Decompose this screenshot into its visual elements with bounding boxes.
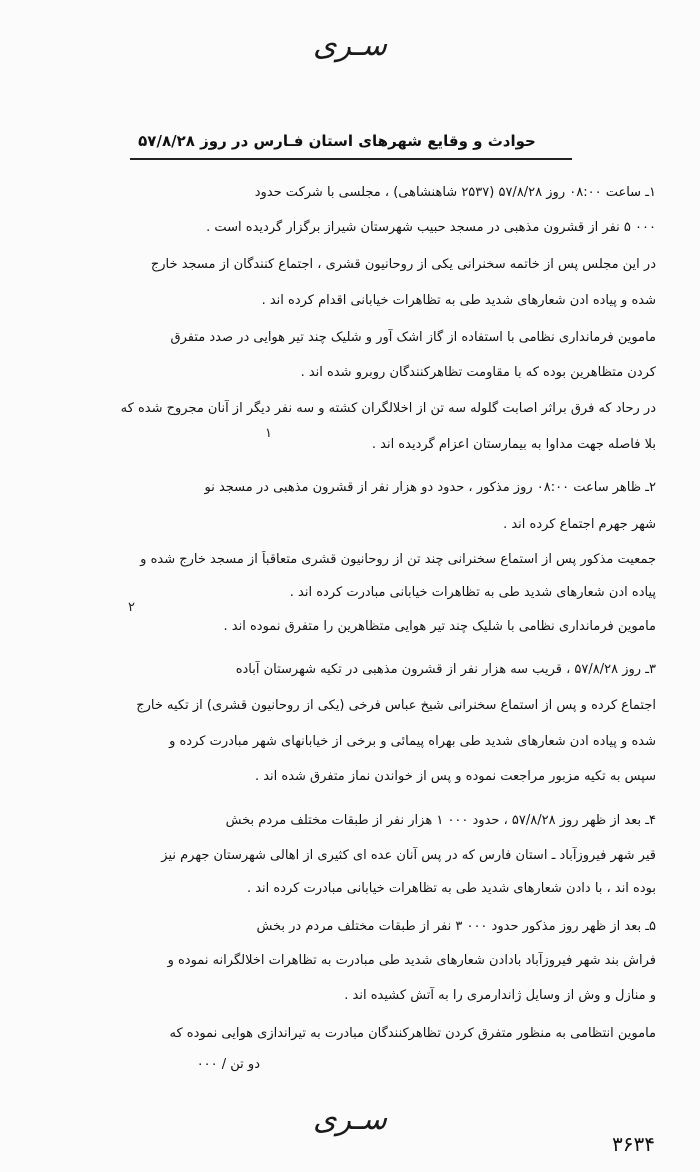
body-line: بلا فاصله جهت مداوا به بیمارستان اعزام گردیده اند .	[371, 437, 656, 452]
body-line: شده و پیاده ادن شعارهای شدید طی بهراه پیمائی و برخی از خیابانهای شهر مبادرت کرده و	[169, 734, 656, 749]
body-line: دو تن / ۰۰۰	[196, 1057, 260, 1072]
body-line: ۵ـ بعد از ظهر روز مذکور حدود ۰۰۰ ۳ نفر از طبقات مختلف مردم در بخش	[256, 919, 656, 934]
body-line: کردن متظاهرین بوده که با مقاومت تظاهرکنندگان روبرو شده اند .	[300, 365, 656, 380]
body-line: جمعیت مذکور پس از استماع سخنرانی چند تن از روحانیون قشری متعاقباً از مسجد خارج شده و	[140, 552, 656, 567]
body-line: بوده اند ، با دادن شعارهای شدید طی به تظاهرات خیابانی مبادرت کرده اند .	[246, 881, 656, 896]
body-line: ماموین فرمانداری نظامی با شلیک چند تیر هوایی متظاهرین را متفرق نموده اند .	[223, 619, 656, 634]
body-line: در رحاد که فرق براثر اصابت گلوله سه تن از اخلالگران کشته و سه نفر دیگر از آنان مجروح شده که	[120, 401, 656, 416]
document-title: حوادث و وقایع شهرهای استان فـارس در روز ۵۷/۸/۲۸	[138, 132, 536, 150]
body-line: و منازل و وش از وسایل ژاندارمری را به آتش کشیده اند .	[344, 988, 656, 1003]
body-line: پیاده ادن شعارهای شدید طی به تظاهرات خیابانی مبادرت کرده اند .	[289, 585, 656, 600]
classification-stamp-bottom: سـری	[313, 1102, 387, 1137]
title-underline	[130, 158, 572, 160]
body-line: فراش بند شهر فیروزآباد بادادن شعارهای شدید طی مبادرت به تظاهرات اخلالگرانه نموده و	[167, 953, 656, 968]
body-line: ۳ـ روز ۵۷/۸/۲۸ ، قریب سه هزار نفر از قشرون مذهبی در تکیه شهرستان آباده	[235, 662, 656, 677]
body-line: ماموین فرمانداری نظامی با استفاده از گاز اشک آور و شلیک چند تیر هوایی در صدد متفرق	[170, 330, 656, 345]
body-line: شهر جهرم اجتماع کرده اند .	[503, 517, 656, 532]
body-line: ۴ـ بعد از ظهر روز ۵۷/۸/۲۸ ، حدود ۰۰۰ ۱ هزار نفر از طبقات مختلف مردم بخش	[225, 813, 656, 828]
body-line: شده و پیاده ادن شعارهای شدید طی به تظاهرات خیابانی اقدام کرده اند .	[261, 293, 656, 308]
body-line: ۰۰۰ ۵ نفر از قشرون مذهبی در مسجد حبیب شهرستان شیراز برگزار گردیده است .	[206, 220, 656, 235]
body-line: در این مجلس پس از خاتمه سخنرانی یکی از روحانیون قشری ، اجتماع کنندگان از مسجد خارج	[150, 257, 656, 272]
body-line: قیر شهر فیروزآباد ـ استان فارس که در پس آنان عده ای کثیری از اهالی شهرستان جهرم نیز	[161, 848, 656, 863]
body-line: ماموین انتظامی به منظور متفرق کردن تظاهرکنندگان مبادرت به تیراندازی هوایی نموده که	[169, 1026, 656, 1041]
classification-stamp-top: سـری	[313, 28, 387, 63]
footnote-marker: ۱	[265, 426, 272, 441]
page-number: ۳۶۳۴	[612, 1132, 655, 1156]
body-line: سپس به تکیه مزبور مراجعت نموده و پس از خواندن نماز متفرق شده اند .	[254, 769, 656, 784]
body-line: اجتماع کرده و پس از استماع سخنرانی شیخ عباس فرخی (یکی از روحانیون قشری) از تکیه خارج	[136, 698, 656, 713]
body-line: ۱ـ ساعت ۰۸:۰۰ روز ۵۷/۸/۲۸ (۲۵۳۷ شاهنشاهی) ، مجلسی با شرکت حدود	[254, 185, 656, 200]
body-line: ۲ـ ظاهر ساعت ۰۸:۰۰ روز مذکور ، حدود دو هزار نفر از قشرون مذهبی در مسجد نو	[204, 480, 656, 495]
footnote-marker: ۲	[128, 600, 135, 615]
